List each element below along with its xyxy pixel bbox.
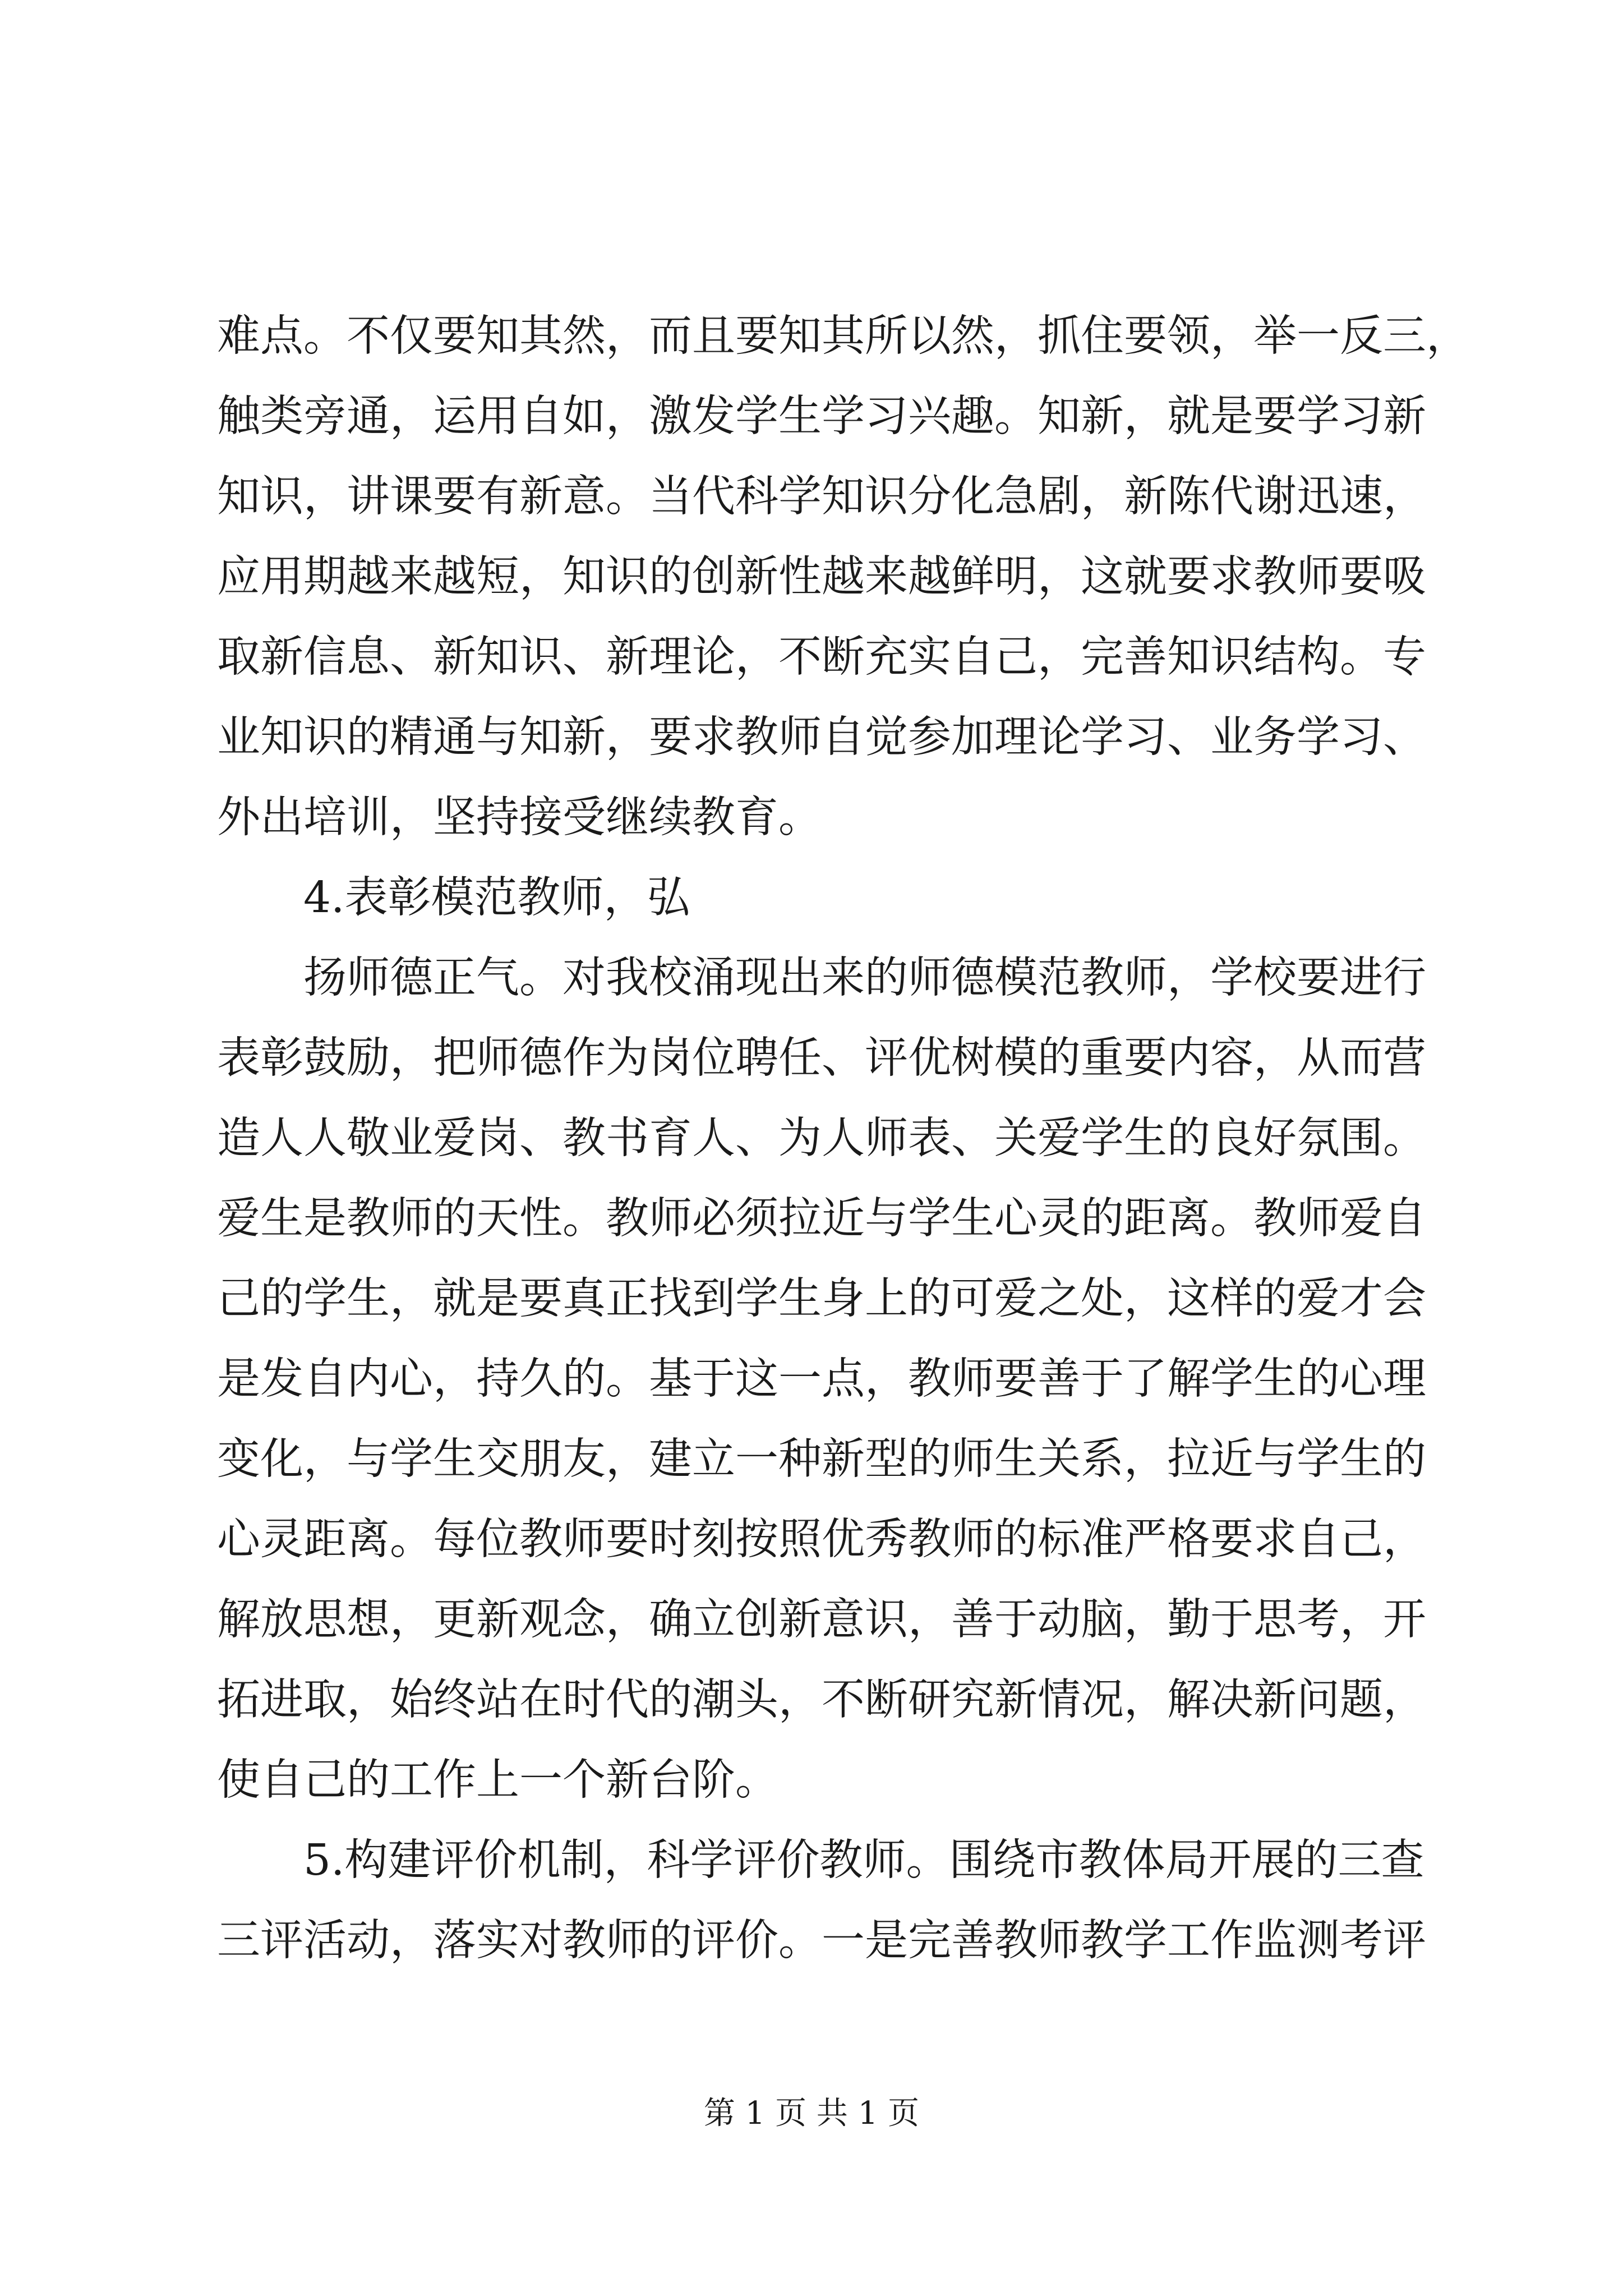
text-line: 使自己的工作上一个新台阶。 xyxy=(217,1755,778,1805)
text-line: 外出培训，坚持接受继续教育。 xyxy=(217,793,822,843)
text-line: 知识，讲课要有新意。当代科学知识分化急剧，新陈代谢迅速， xyxy=(217,472,1426,522)
text-line: 是发自内心，持久的。基于这一点，教师要善于了解学生的心理 xyxy=(217,1354,1426,1404)
text-line: 5.构建评价机制，科学评价教师。围绕市教体局开展的三查 xyxy=(303,1835,1424,1885)
text-line: 己的学生，就是要真正找到学生身上的可爱之处，这样的爱才会 xyxy=(217,1274,1426,1324)
text-line: 爱生是教师的天性。教师必须拉近与学生心灵的距离。教师爱自 xyxy=(217,1194,1426,1244)
text-line: 应用期越来越短，知识的创新性越来越鲜明，这就要求教师要吸 xyxy=(217,552,1426,602)
page-footer: 第 1 页 共 1 页 xyxy=(703,2095,920,2132)
text-line: 变化，与学生交朋友，建立一种新型的师生关系，拉近与学生的 xyxy=(217,1434,1426,1484)
document-body xyxy=(217,296,1469,1981)
text-line: 心灵距离。每位教师要时刻按照优秀教师的标准严格要求自己， xyxy=(217,1515,1426,1565)
text-line: 难点。不仅要知其然，而且要知其所以然，抓住要领，举一反三， xyxy=(217,311,1469,361)
text-line: 三评活动，落实对教师的评价。一是完善教师教学工作监测考评 xyxy=(217,1916,1426,1966)
text-line: 解放思想，更新观念，确立创新意识，善于动脑，勤于思考，开 xyxy=(217,1595,1426,1645)
text-line: 4.表彰模范教师，弘 xyxy=(303,873,690,923)
text-line: 拓进取，始终站在时代的潮头，不断研究新情况，解决新问题， xyxy=(217,1675,1426,1725)
text-line: 扬师德正气。对我校涌现出来的师德模范教师，学校要进行 xyxy=(303,953,1426,1003)
text-line: 触类旁通，运用自如，激发学生学习兴趣。知新，就是要学习新 xyxy=(217,392,1426,441)
text-line: 取新信息、新知识、新理论，不断充实自己，完善知识结构。专 xyxy=(217,632,1426,682)
text-line: 表彰鼓励，把师德作为岗位聘任、评优树模的重要内容，从而营 xyxy=(217,1033,1426,1083)
text-line: 造人人敬业爱岗、教书育人、为人师表、关爱学生的良好氛围。 xyxy=(217,1114,1426,1163)
text-line: 业知识的精通与知新，要求教师自觉参加理论学习、业务学习、 xyxy=(217,712,1426,762)
